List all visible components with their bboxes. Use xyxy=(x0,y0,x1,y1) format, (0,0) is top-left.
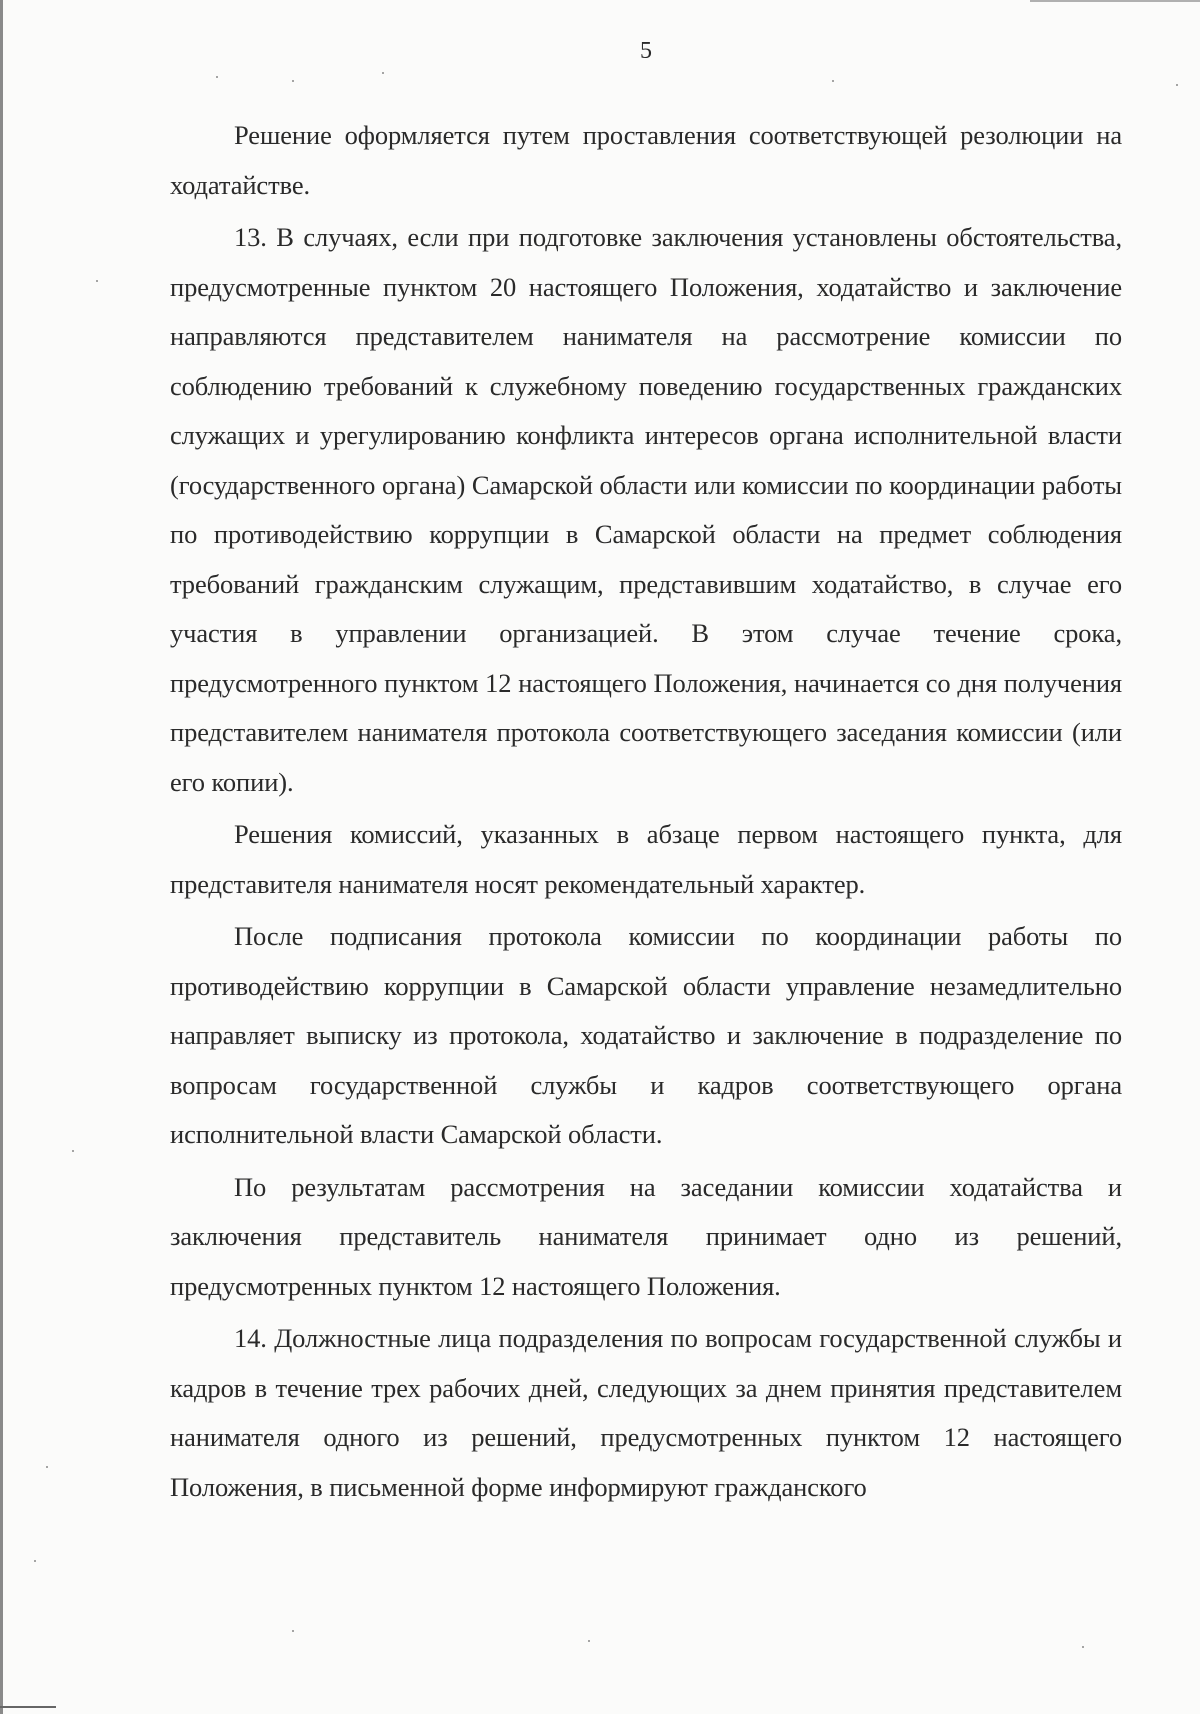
paragraph: 13. В случаях, если при подготовке заключения установлены обстоятельства, предусмотренные пунктом 20 настоящего Положения, ходатайство и заключение направляются представителем нанимателя на рассмотрение комиссии по соблюдению требований к служебному поведению государственных гражданских служащих и урегулированию конфликта интересов органа исполнительной власти (государственного органа) Самарской области или комиссии по координации работы по противодействию коррупции в Самарской области на предмет соблюдения требований гражданским служащим, представившим ходатайство, в случае его участия в управлении организацией. В этом случае течение срока, предусмотренного пунктом 12 настоящего Положения, начинается со дня получения представителем нанимателя протокола соответствующего заседания комиссии (или его копии). xyxy=(170,222,1122,797)
scan-speck xyxy=(1176,84,1178,86)
scan-speck xyxy=(588,1640,590,1642)
scan-top-rule xyxy=(1030,0,1200,2)
page-number: 5 xyxy=(640,38,652,64)
paragraph: Решение оформляется путем проставления соответствующей резолюции на ходатайстве. xyxy=(170,120,1122,200)
scan-speck xyxy=(34,1560,36,1562)
scan-bottom-rule xyxy=(0,1706,56,1708)
scan-left-edge xyxy=(0,0,3,1714)
paragraph: После подписания протокола комиссии по координации работы по противодействию коррупции в Самарской области управление незамедлительно направляет выписку из протокола, ходатайство и заключение в подразделение по вопросам государственной службы и кадров соответствующего органа исполнительной власти Самарской области. xyxy=(170,921,1122,1149)
paragraph: По результатам рассмотрения на заседании комиссии ходатайства и заключения представитель нанимателя принимает одно из решений, предусмотренных пунктом 12 настоящего Положения. xyxy=(170,1171,1122,1301)
scan-speck xyxy=(382,72,384,74)
paragraph: Решения комиссий, указанных в абзаце первом настоящего пункта, для представителя нанимателя носят рекомендательный характер. xyxy=(170,819,1122,899)
scan-speck xyxy=(1082,1646,1084,1648)
scan-speck xyxy=(96,280,98,282)
paragraph: 14. Должностные лица подразделения по вопросам государственной службы и кадров в течение трех рабочих дней, следующих за днем принятия представителем нанимателя одного из решений, предусмотренных пунктом 12 настоящего Положения, в письменной форме информируют гражданского xyxy=(170,1323,1122,1502)
document-body xyxy=(170,111,1122,1515)
scan-speck xyxy=(292,80,294,82)
scan-speck xyxy=(216,76,218,78)
scan-speck xyxy=(292,1630,294,1632)
scan-speck xyxy=(46,1466,48,1468)
scan-speck xyxy=(832,80,834,82)
scan-speck xyxy=(72,1150,74,1152)
